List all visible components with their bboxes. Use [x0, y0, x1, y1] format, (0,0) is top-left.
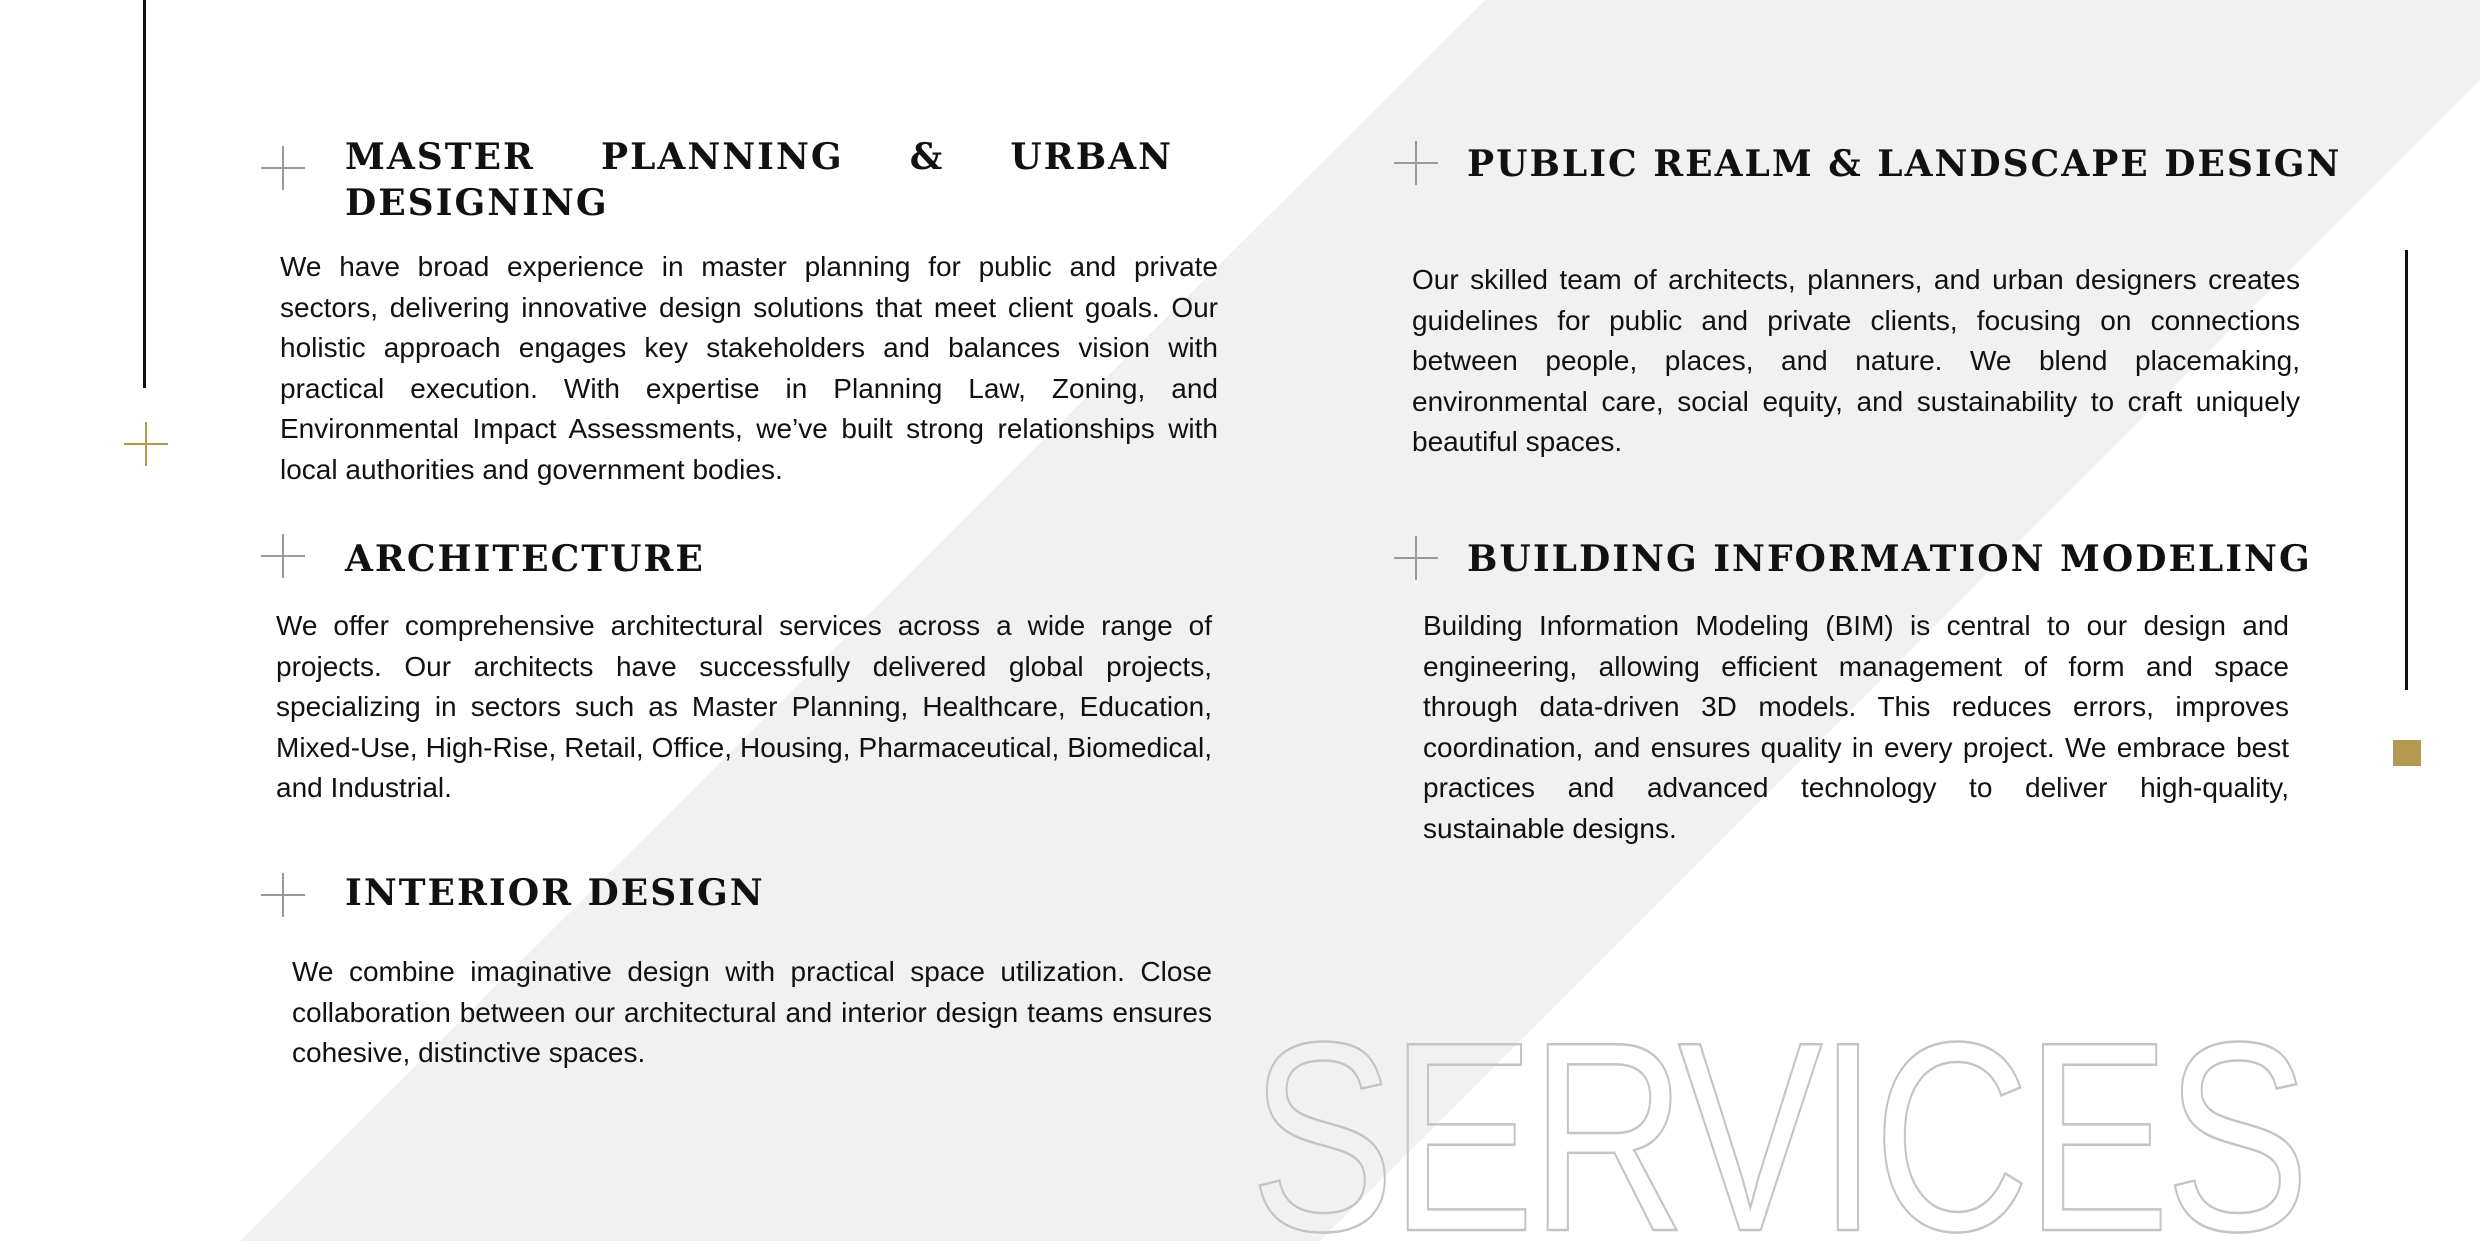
text-public-realm: Our skilled team of architects, planners, and urban designers creates guidelines for public and private clients, focusing on connections between people, places, and nature. We blend placemaking, environmental care, social equity, and sustainability to craft uniquely beautiful spaces. — [1412, 264, 2300, 457]
text-architecture: We offer comprehensive architectural services across a wide range of projects. Our architects have successfully delivered global projects, specializing in sectors such as Master Planning, Healthcare, Education, Mixed-Use, High-Rise, Retail, Office, Housing, Pharmaceutical, Biomedical, and Industrial. — [276, 610, 1212, 803]
heading-architecture: ARCHITECTURE — [345, 538, 705, 580]
heading-interior-design: INTERIOR DESIGN — [345, 872, 765, 914]
gold-square-accent — [2393, 740, 2421, 766]
text-bim: Building Information Modeling (BIM) is central to our design and engineering, allowing efficient management of form and space through data-driven 3D models. This reduces errors, improves coordination, and ensures quality in every project. We embrace best practices and advanced technology to deliver high-quality, sustainable designs. — [1423, 610, 2289, 844]
heading-master-planning: MASTER PLANNING & URBAN DESIGNING — [345, 136, 1173, 224]
services-watermark — [1250, 987, 2310, 1250]
heading-public-realm: PUBLIC REALM & LANDSCAPE DESIGN — [1467, 143, 2342, 185]
right-vertical-rule — [2405, 250, 2408, 690]
text-master-planning: We have broad experience in master planning for public and private sectors, delivering innovative design solutions that meet client goals. Our holistic approach engages key stakeholders and balances vision with practical execution. With expertise in Planning Law, Zoning, and Environmental Impact Assessments, we’ve built strong relationships with local authorities and government bodies. — [280, 251, 1218, 485]
services-watermark-text: SERVICES — [1250, 987, 2305, 1250]
text-interior-design: We combine imaginative design with practical space utilization. Close collaboration between our architectural and interior design teams ensures cohesive, distinctive spaces. — [292, 956, 1212, 1068]
heading-bim: BUILDING INFORMATION MODELING — [1467, 538, 2312, 580]
left-vertical-rule — [143, 0, 146, 388]
